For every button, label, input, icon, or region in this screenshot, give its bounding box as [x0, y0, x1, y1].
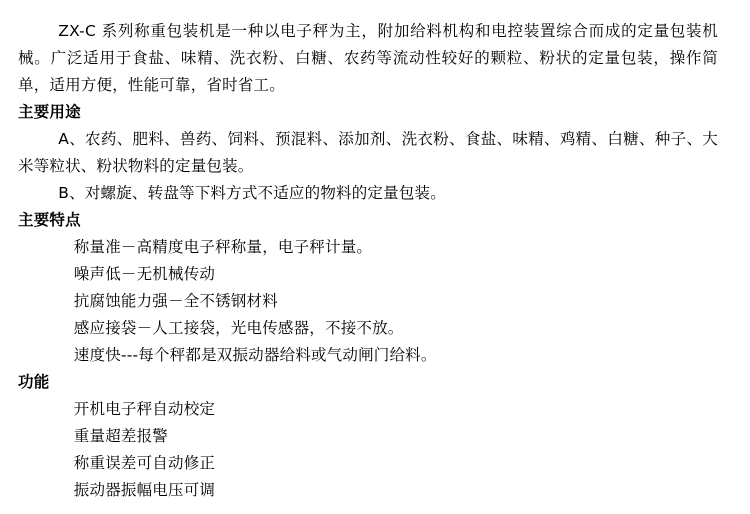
feature-item-3: 抗腐蚀能力强－全不锈钢材料 [73, 292, 278, 310]
function-item-3: 称重误差可自动修正 [73, 454, 216, 472]
function-item-2: 重量超差报警 [73, 427, 168, 445]
usage-item-a: A、农药、肥料、兽药、饲料、预混料、添加剂、洗衣粉、食盐、味精、鸡精、白糖、种子、大米等粒状、粉状物料的定量包装。 [18, 130, 718, 175]
feature-item-5: 速度快---每个秤都是双振动器给料或气动闸门给料。 [73, 346, 437, 364]
function-item-4: 振动器振幅电压可调 [73, 481, 216, 499]
feature-item-4: 感应接袋－人工接袋，光电传感器，不接不放。 [73, 319, 404, 337]
intro-paragraph: ZX-C 系列称重包装机是一种以电子秤为主，附加给料机构和电控装置综合而成的定量包装机械。广泛适用于食盐、味精、洗衣粉、白糖、农药等流动性较好的颗粒、粉状的定量包装，操作简单，适用方便，性能可靠，省时省工。 [18, 22, 718, 94]
section-heading-usage: 主要用途 [18, 103, 81, 121]
feature-item-2: 噪声低－无机械传动 [73, 265, 216, 283]
usage-item-b: B、对螺旋、转盘等下料方式不适应的物料的定量包装。 [58, 184, 446, 202]
section-heading-functions: 功能 [18, 373, 50, 391]
section-heading-features: 主要特点 [18, 211, 81, 229]
feature-item-1: 称量准－高精度电子秤称量，电子秤计量。 [73, 238, 373, 256]
function-item-1: 开机电子秤自动校定 [73, 400, 216, 418]
